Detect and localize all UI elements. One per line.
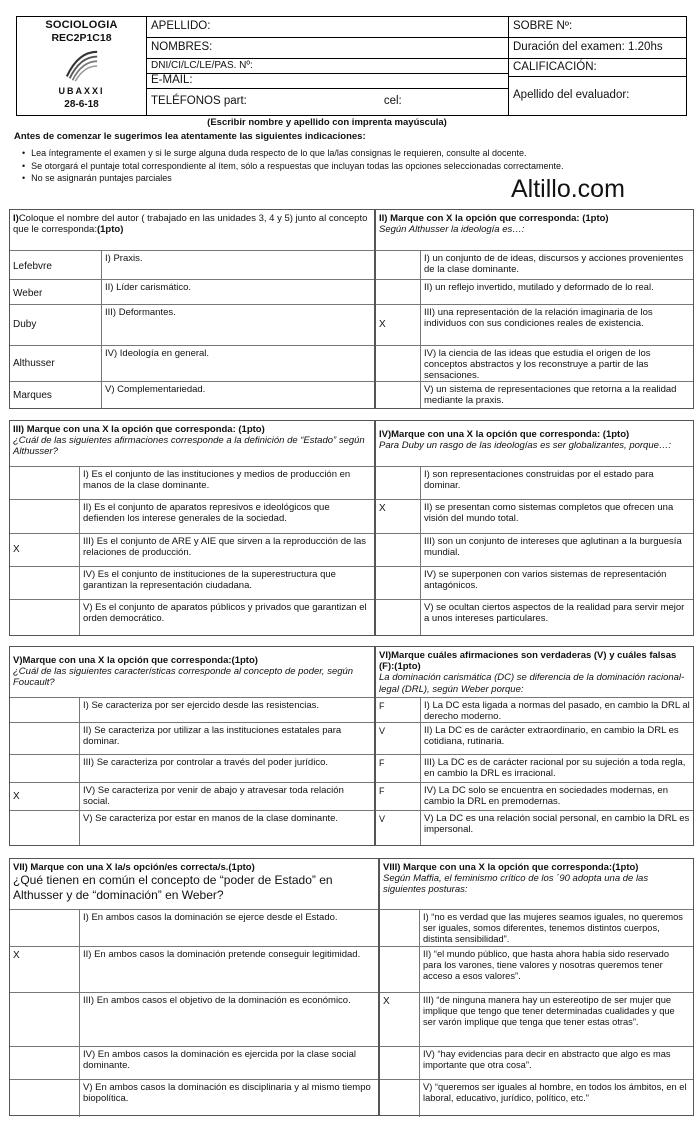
option-text: II) En ambos casos la dominación pretende conseguir legitimidad. — [83, 949, 361, 960]
q3-option — [10, 566, 374, 599]
q7-option — [10, 1079, 378, 1117]
instruction-item: • Lea íntegramente el examen y si le surge alguna duda respecto de lo que la/las consignas le requieren, consulte al docente. — [22, 148, 563, 159]
answer-cell[interactable] — [10, 723, 80, 754]
option-text: I) La DC esta ligada a normas del pasado, en cambio la DRL al derecho moderno. — [424, 700, 690, 723]
question-4-header: IV)Marque con una X la opción que corresponda: (1pto) Para Duby un rasgo de las ideologías es ser globalizantes, porque…: — [379, 429, 672, 452]
question-2 — [375, 209, 694, 409]
altillo-watermark: Altillo.com — [511, 175, 625, 203]
option-text: IV) En ambos casos la dominación es ejercida por la clase social dominante. — [83, 1049, 356, 1072]
exam-header — [16, 16, 687, 116]
question-3-header: III) Marque con una X la opción que corresponda: (1pto) ¿Cuál de las siguientes afirmaciones corresponde a la definición de “Estado” según Althusser? — [13, 424, 365, 458]
q1-concept: IV) Ideología en general. — [105, 348, 210, 359]
answer-cell[interactable] — [380, 1047, 420, 1079]
q1-row — [10, 381, 374, 408]
answer-cell[interactable] — [376, 567, 421, 599]
question-1 — [9, 209, 375, 409]
answer-cell[interactable] — [10, 910, 80, 946]
q5-option — [10, 754, 374, 782]
question-7-header: VII) Marque con una X la/s opción/es correcta/s.(1pto) ¿Qué tienen en común el concepto de “poder de Estado” en Althusser y de “dominación” en Weber? — [13, 862, 333, 902]
option-text: IV) se superponen con varios sistemas de representación antagónicos. — [424, 569, 667, 592]
ubaxxi-logo-icon — [63, 48, 101, 84]
q1-author: Marques — [10, 382, 102, 408]
option-text: III) “de ninguna manera hay un estereotipo de ser mujer que implique que tengo que tener determinadas cualidades y que ser varón implique que tenga que tener estas otras”. — [423, 995, 675, 1027]
subject-title: SOCIOLOGIA — [45, 19, 118, 31]
option-text: II) La DC es de carácter extraordinario, en cambio la DRL es cotidiana, rutinaria. — [424, 725, 679, 748]
q1-concept: III) Deformantes. — [105, 307, 176, 318]
option-text: IV) la ciencia de las ideas que estudia el origen de los conceptos abstractos y los reconstruye a partir de las sensaciones. — [424, 348, 651, 382]
answer-cell[interactable] — [10, 567, 80, 599]
exam-duration: Duración del examen: 1.20hs — [509, 38, 686, 59]
option-text: II) un reflejo invertido, mutilado y deformado de lo real. — [424, 282, 654, 293]
option-text: I) “no es verdad que las mujeres seamos iguales, no queremos ser iguales, somos diferentes, tenemos distintos cuerpos, distinta sensibilidad”. — [423, 912, 683, 944]
answer-cell[interactable] — [376, 280, 421, 304]
field-apellido[interactable]: APELLIDO: — [147, 17, 508, 38]
answer-cell[interactable]: X — [376, 500, 421, 533]
answer-cell[interactable] — [376, 382, 421, 408]
q1-author: Duby — [10, 305, 102, 345]
option-text: IV) Es el conjunto de instituciones de la superestructura que garantizan la representación ciudadana. — [83, 569, 336, 592]
field-telefonos[interactable] — [147, 89, 508, 115]
answer-cell[interactable] — [10, 1080, 80, 1117]
answer-cell[interactable] — [10, 993, 80, 1046]
option-text: IV) Se caracteriza por venir de abajo y atravesar toda relación social. — [83, 785, 344, 808]
q3-option — [10, 499, 374, 533]
answer-cell[interactable] — [10, 600, 80, 635]
q1-row — [10, 345, 374, 381]
q1-author: Weber — [10, 280, 102, 304]
cel-label: cel: — [383, 95, 402, 108]
question-1-header: I)Coloque el nombre del autor ( trabajado en las unidades 3, 4 y 5) junto al concepto que le corresponda:(1pto) — [13, 213, 368, 236]
q2-option — [376, 279, 693, 304]
q3-option — [10, 599, 374, 635]
answer-cell[interactable]: X — [376, 305, 421, 345]
q8-option — [380, 992, 693, 1046]
student-fields — [147, 17, 509, 115]
exam-code: REC2P1C18 — [51, 31, 112, 44]
question-8-header: VIII) Marque con una X la opción que corresponda:(1pto) Según Maffia, el feminismo crítico de los ´90 adopta una de las siguientes posturas: — [383, 862, 649, 896]
question-6-header: VI)Marque cuáles afirmaciones son verdaderas (V) y cuáles falsas (F):(1pto) La dominación carismática (DC) se diferencia de la dominación racional-legal (DRL), según Weber porque: — [379, 650, 685, 695]
answer-cell[interactable] — [376, 346, 421, 381]
exam-date: 28-6-18 — [64, 98, 99, 110]
question-5-header: V)Marque con una X la opción que corresponda:(1pto) ¿Cuál de las siguientes características corresponde al concepto de poder, según Foucault? — [13, 655, 354, 689]
q7-option — [10, 1046, 378, 1079]
q7-option — [10, 992, 378, 1046]
intro-text: Antes de comenzar le sugerimos lea atentamente las siguientes indicaciones: — [14, 131, 366, 142]
q4-option — [376, 566, 693, 599]
answer-cell[interactable]: X — [380, 993, 420, 1046]
phone-label: TELÉFONOS part: — [151, 95, 247, 108]
option-text: V) Es el conjunto de aparatos públicos y privados que garantizan el orden democrático. — [83, 602, 367, 625]
answer-cell[interactable] — [376, 600, 421, 635]
q4-option — [376, 533, 693, 566]
question-6 — [375, 646, 694, 846]
question-2-header: II) Marque con X la opción que corresponda: (1pto) Según Althusser la ideología es…: — [379, 213, 609, 236]
field-calificacion[interactable]: CALIFICACIÓN: — [509, 59, 686, 77]
answer-cell[interactable]: X — [10, 783, 80, 810]
q6-option — [376, 810, 693, 845]
q6-option — [376, 697, 693, 722]
option-text: III) una representación de la relación imaginaria de los individuos con sus condiciones reales de existencia. — [424, 307, 653, 330]
instructions-list — [22, 148, 563, 186]
question-5 — [9, 646, 375, 846]
option-text: III) En ambos casos el objetivo de la dominación es económico. — [83, 995, 351, 1006]
q1-concept: I) Praxis. — [105, 253, 143, 264]
answer-cell[interactable]: V — [376, 723, 421, 754]
answer-cell[interactable] — [380, 910, 420, 946]
q2-option — [376, 250, 693, 279]
instruction-item: • No se asignarán puntajes parciales — [22, 173, 563, 184]
field-email[interactable]: E-MAIL: — [147, 74, 508, 89]
question-4 — [375, 420, 694, 636]
answer-cell[interactable] — [380, 1080, 420, 1117]
answer-cell[interactable] — [376, 534, 421, 566]
answer-cell[interactable] — [10, 698, 80, 722]
field-evaluador[interactable]: Apellido del evaluador: — [513, 89, 630, 102]
option-text: II) se presentan como sistemas completos que ofrecen una visión del mundo total. — [424, 502, 674, 525]
answer-cell[interactable] — [10, 755, 80, 782]
field-sobre[interactable]: SOBRE Nº: — [509, 17, 686, 38]
answer-cell[interactable] — [376, 251, 421, 279]
answer-cell[interactable]: X — [10, 947, 80, 992]
q6-option — [376, 782, 693, 810]
option-text: I) Se caracteriza por ser ejercido desde las resistencias. — [83, 700, 320, 711]
option-text: III) Se caracteriza por controlar a través del poder jurídico. — [83, 757, 329, 768]
q4-option — [376, 466, 693, 499]
option-text: V) En ambos casos la dominación es disciplinaria y al mismo tiempo biopolítica. — [83, 1082, 371, 1105]
q1-author: Lefebvre — [10, 251, 102, 279]
q1-concept: V) Complementariedad. — [105, 384, 206, 395]
option-text: III) La DC es de carácter racional por su sujeción a toda regla, en cambio la DRL es irracional. — [424, 757, 686, 780]
answer-cell[interactable] — [10, 1047, 80, 1079]
q3-option — [10, 533, 374, 566]
question-7 — [9, 858, 379, 1116]
option-text: V) Se caracteriza por estar en manos de la clase dominante. — [83, 813, 339, 824]
header-logo-block — [17, 17, 147, 115]
answer-cell[interactable] — [380, 947, 420, 992]
field-dni[interactable]: DNI/CI/LC/LE/PAS. Nº: — [147, 59, 508, 74]
option-text: I) Es el conjunto de las instituciones y medios de producción en manos de la clase dominante. — [83, 469, 351, 492]
exam-info-fields — [509, 17, 686, 115]
q8-option — [380, 1046, 693, 1079]
answer-cell[interactable]: F — [376, 698, 421, 722]
header-note: (Escribir nombre y apellido con imprenta mayúscula) — [207, 117, 447, 128]
answer-cell[interactable]: F — [376, 783, 421, 810]
logo-text: UBAXXI — [58, 86, 105, 97]
q7-option — [10, 909, 378, 946]
q1-row — [10, 304, 374, 345]
q5-option — [10, 697, 374, 722]
q3-option — [10, 466, 374, 499]
option-text: I) un conjunto de de ideas, discursos y acciones provenientes de la clase dominante. — [424, 253, 684, 276]
q8-option — [380, 1079, 693, 1117]
q1-author: Althusser — [10, 346, 102, 381]
instruction-text: Se otorgará el puntaje total correspondiente al ítem, sólo a respuestas que incluyan todas las opciones seleccionadas correctamente. — [31, 160, 564, 171]
option-text: IV) “hay evidencias para decir en abstracto que algo es mas importante que otra cosa”. — [423, 1049, 671, 1070]
answer-cell[interactable] — [376, 467, 421, 499]
answer-cell[interactable]: X — [10, 534, 80, 566]
q1-concept: II) Líder carismático. — [105, 282, 192, 293]
answer-cell[interactable]: V — [376, 811, 421, 845]
q2-option — [376, 381, 693, 408]
option-text: V) La DC es una relación social personal, en cambio la DRL es impersonal. — [424, 813, 690, 836]
q2-option — [376, 304, 693, 345]
option-text: III) Es el conjunto de ARE y AIE que sirven a la reproducción de las relaciones de producción. — [83, 536, 367, 559]
q2-option — [376, 345, 693, 381]
q6-option — [376, 722, 693, 754]
q5-option — [10, 722, 374, 754]
option-text: II) “el mundo público, que hasta ahora había sido reservado para los varones, tiene valores y nosotras queremos tener acceso a esos valores”. — [423, 949, 670, 981]
option-text: V) “queremos ser iguales al hombre, en todos los ámbitos, en el laboral, educativo, jurídico, político, etc.” — [423, 1082, 687, 1103]
q4-option — [376, 499, 693, 533]
answer-cell[interactable] — [10, 467, 80, 499]
option-text: V) un sistema de representaciones que retorna a la realidad mediante la praxis. — [424, 384, 677, 407]
answer-cell[interactable] — [10, 811, 80, 845]
q6-option — [376, 754, 693, 782]
question-3 — [9, 420, 375, 636]
instruction-item — [22, 161, 563, 172]
option-text: V) se ocultan ciertos aspectos de la realidad para servir mejor a unos intereses particulares. — [424, 602, 685, 625]
option-text: I) En ambos casos la dominación se ejerce desde el Estado. — [83, 912, 338, 923]
option-text: III) son un conjunto de intereses que aglutinan a la burguesía mundial. — [424, 536, 682, 559]
answer-cell[interactable] — [10, 500, 80, 533]
q7-option — [10, 946, 378, 992]
answer-cell[interactable]: F — [376, 755, 421, 782]
q1-row — [10, 250, 374, 279]
q4-option — [376, 599, 693, 635]
option-text: II) Se caracteriza por utilizar a las instituciones estatales para dominar. — [83, 725, 342, 748]
option-text: II) Es el conjunto de aparatos represivos e ideológicos que defienden los interese generales de la sociedad. — [83, 502, 330, 525]
option-text: I) son representaciones construidas por el estado para dominar. — [424, 469, 654, 492]
q8-option — [380, 946, 693, 992]
q8-option — [380, 909, 693, 946]
option-text: IV) La DC solo se encuentra en sociedades modernas, en cambio la DRL en premodernas. — [424, 785, 668, 808]
field-nombres[interactable]: NOMBRES: — [147, 38, 508, 59]
question-8 — [379, 858, 694, 1116]
q1-row — [10, 279, 374, 304]
q5-option — [10, 810, 374, 845]
q5-option — [10, 782, 374, 810]
